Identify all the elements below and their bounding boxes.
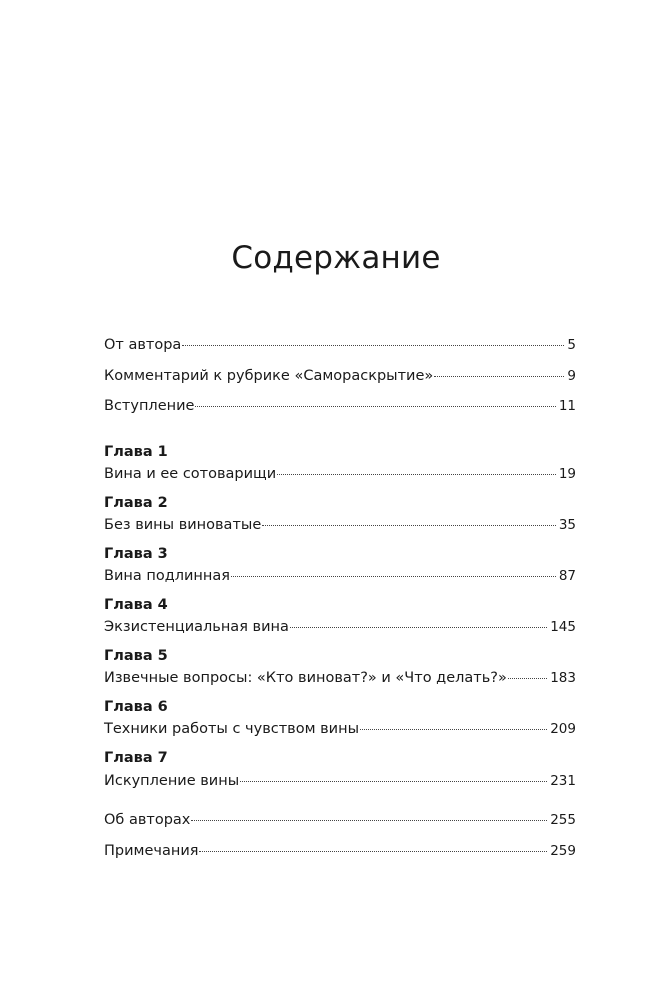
chapter-heading-6: Глава 6 bbox=[104, 699, 168, 715]
toc-entry-label: Примечания bbox=[104, 843, 199, 859]
toc-page-number: 209 bbox=[550, 721, 576, 737]
toc-entry-introduction[interactable] bbox=[104, 395, 576, 417]
dot-leader bbox=[191, 820, 547, 821]
dot-leader bbox=[182, 345, 564, 346]
chapter-heading-5: Глава 5 bbox=[104, 648, 168, 664]
toc-entry-commentary[interactable] bbox=[104, 365, 576, 387]
toc-entry-label: Об авторах bbox=[104, 812, 191, 828]
dot-leader bbox=[434, 376, 564, 377]
toc-entry-label: Вина подлинная bbox=[104, 568, 230, 584]
dot-leader bbox=[231, 576, 556, 577]
dot-leader bbox=[508, 678, 547, 679]
toc-entry-chapter-5[interactable] bbox=[104, 667, 576, 689]
toc-entry-label: От автора bbox=[104, 337, 182, 353]
chapter-heading-2: Глава 2 bbox=[104, 495, 168, 511]
dot-leader bbox=[290, 627, 547, 628]
toc-page-number: 183 bbox=[550, 670, 576, 686]
toc-page-number: 255 bbox=[550, 812, 576, 828]
toc-page-number: 19 bbox=[558, 466, 576, 482]
dot-leader bbox=[240, 781, 547, 782]
toc-entry-chapter-4[interactable] bbox=[104, 616, 576, 638]
toc-entry-label: Искупление вины bbox=[104, 773, 240, 789]
toc-page-number: 5 bbox=[567, 337, 576, 353]
dot-leader bbox=[360, 729, 547, 730]
toc-page-number: 259 bbox=[550, 843, 576, 859]
chapter-heading-7: Глава 7 bbox=[104, 750, 168, 766]
page-title: Содержание bbox=[231, 240, 441, 276]
toc-entry-from-author[interactable] bbox=[104, 334, 576, 356]
toc-entry-chapter-3[interactable] bbox=[104, 565, 576, 587]
toc-entry-label: Вступление bbox=[104, 398, 195, 414]
toc-entry-chapter-6[interactable] bbox=[104, 718, 576, 740]
dot-leader bbox=[262, 525, 556, 526]
toc-entry-label: Без вины виноватые bbox=[104, 517, 262, 533]
toc-page-number: 231 bbox=[550, 773, 576, 789]
chapter-heading-4: Глава 4 bbox=[104, 597, 168, 613]
toc-entry-chapter-2[interactable] bbox=[104, 514, 576, 536]
dot-leader bbox=[199, 851, 547, 852]
toc-page-number: 11 bbox=[558, 398, 576, 414]
chapter-heading-3: Глава 3 bbox=[104, 546, 168, 562]
toc-entry-label: Вина и ее сотоварищи bbox=[104, 466, 277, 482]
toc-entry-label: Извечные вопросы: «Кто виноват?» и «Что делать?» bbox=[104, 670, 507, 686]
toc-page-number: 9 bbox=[567, 368, 576, 384]
toc-entry-notes[interactable] bbox=[104, 840, 576, 862]
toc-entry-chapter-1[interactable] bbox=[104, 463, 576, 485]
toc-entry-label: Техники работы с чувством вины bbox=[104, 721, 360, 737]
toc-page-number: 87 bbox=[558, 568, 576, 584]
toc-entry-label: Экзистенциальная вина bbox=[104, 619, 289, 635]
toc-page-number: 145 bbox=[550, 619, 576, 635]
toc-entry-about-authors[interactable] bbox=[104, 809, 576, 831]
dot-leader bbox=[195, 406, 555, 407]
toc-entry-chapter-7[interactable] bbox=[104, 770, 576, 792]
toc-entry-label: Комментарий к рубрике «Самораскрытие» bbox=[104, 368, 434, 384]
toc-page-number: 35 bbox=[558, 517, 576, 533]
dot-leader bbox=[277, 474, 556, 475]
chapter-heading-1: Глава 1 bbox=[104, 444, 168, 460]
